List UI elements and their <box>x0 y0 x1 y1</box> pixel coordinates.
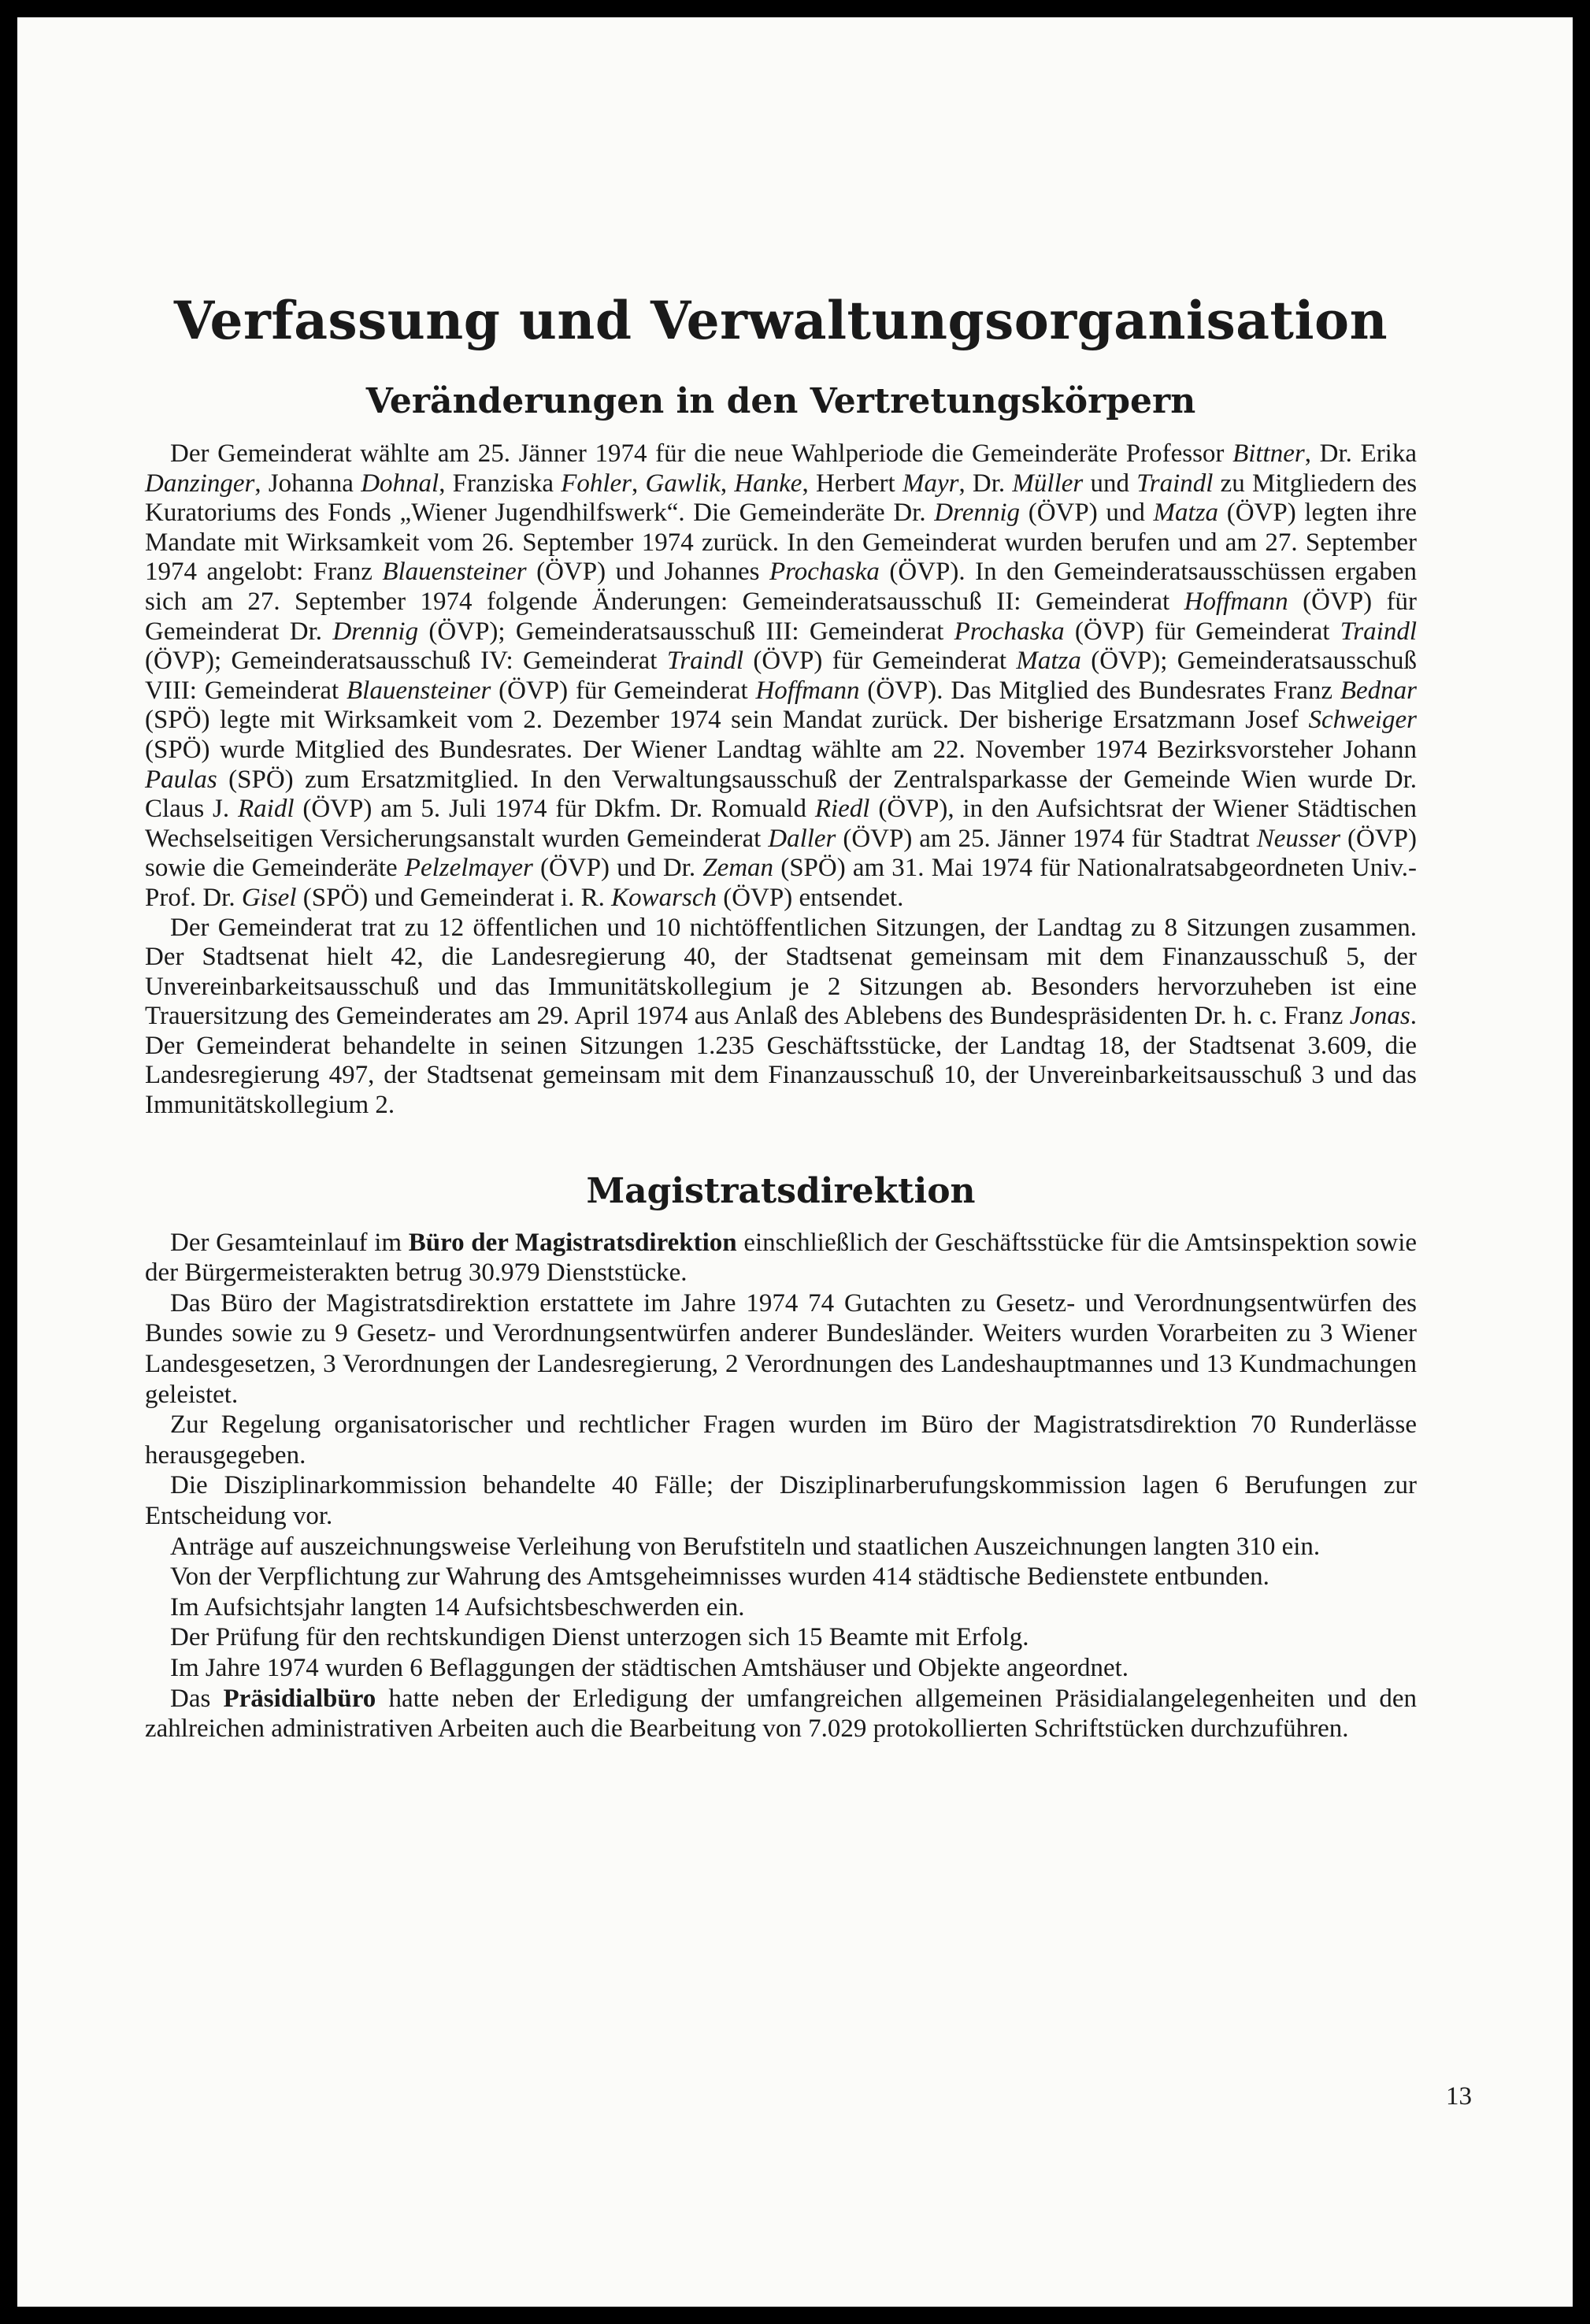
paragraph <box>145 1470 1417 1531</box>
text-run: , Dr. Erika <box>1304 439 1417 468</box>
text-run: , Johanna <box>254 469 361 498</box>
person-name: Schweiger <box>1308 706 1417 735</box>
person-name: Hoffmann <box>755 676 860 705</box>
text-run: und <box>1083 469 1137 498</box>
paragraph <box>145 1684 1417 1744</box>
text-run: (ÖVP), in den Aufsichtsrat der Wiener Städtischen Wechselseitigen Versicherungsanstalt wurden Gemeinderat <box>145 795 1418 853</box>
person-name: Traindl <box>1340 617 1418 646</box>
section-magistratsdirektion <box>145 1168 1417 1744</box>
paragraph <box>145 1288 1417 1410</box>
text-run: , <box>720 469 735 498</box>
text-run: (ÖVP) legten ihre Mandate mit Wirksamkeit vom 26. September 1974 zurück. In den Gemeinderat wurden berufen und am 27. September 1974 angelobt: Franz <box>145 499 1417 587</box>
person-name: Blauensteiner <box>382 558 527 587</box>
paragraph <box>145 439 1417 914</box>
person-name: Dohnal <box>361 469 439 498</box>
person-name: Fohler <box>561 469 632 498</box>
text-run: , <box>632 469 646 498</box>
text-run: Zur Regelung organisatorischer und rechtlicher Fragen wurden im Büro der Magistratsdirektion 70 Runderlässe herausgegeben. <box>145 1410 1417 1470</box>
text-run: (SPÖ) und Gemeinderat i. R. <box>296 883 612 912</box>
person-name: Blauensteiner <box>347 676 491 705</box>
text-run: . Der Gemeinderat behandelte in seinen Sitzungen 1.235 Geschäftsstücke, der Landtag 18, der Stadtsenat 3.609, die Landesregierung 497, der Stadtsenat gemeinsam mit dem Finanzausschuß 10, der Unvereinbarkeitsausschuß 3 und das Immunitätskollegium 2. <box>145 1002 1417 1120</box>
page-number: 13 <box>1446 2082 1472 2111</box>
section-heading: Magistratsdirektion <box>586 1170 976 1211</box>
text-run: (ÖVP); Gemeinderatsausschuß VIII: Gemeinderat <box>145 647 1417 705</box>
text-run: (ÖVP); Gemeinderatsausschuß IV: Gemeinderat <box>145 647 667 676</box>
text-run: Die Disziplinarkommission behandelte 40 Fälle; der Disziplinarberufungskommission lagen 6 Berufungen zur Entscheidung vor. <box>145 1471 1417 1530</box>
text-run: Der Gemeinderat wählte am 25. Jänner 1974 für die neue Wahlperiode die Gemeinderäte Professor <box>170 439 1233 468</box>
text-run: (ÖVP) am 5. Juli 1974 für Dkfm. Dr. Romuald <box>294 795 815 824</box>
person-name: Prochaska <box>954 617 1065 646</box>
text-run: (ÖVP) entsendet. <box>716 883 904 912</box>
text-run: (ÖVP) und Johannes <box>526 558 769 587</box>
text-run: (ÖVP) für Gemeinderat <box>491 676 756 705</box>
person-name: Daller <box>768 824 836 853</box>
text-run: (ÖVP) sowie die Gemeinderäte <box>145 824 1417 883</box>
text-run: Der Prüfung für den rechtskundigen Dienst unterzogen sich 15 Beamte mit Erfolg. <box>170 1623 1029 1652</box>
person-name: Neusser <box>1256 824 1341 853</box>
person-name: Zeman <box>702 854 774 883</box>
person-name: Drennig <box>332 617 419 646</box>
chapter-title: Verfassung und Verwaltungsorganisation <box>173 290 1388 351</box>
text-run: (ÖVP) am 25. Jänner 1974 für Stadtrat <box>836 824 1257 853</box>
text-run: (SPÖ) legte mit Wirksamkeit vom 2. Dezember 1974 sein Mandat zurück. Der bisherige Ersatzmann Josef <box>145 706 1309 735</box>
person-name: Hanke <box>734 469 802 498</box>
person-name: Gisel <box>241 883 297 912</box>
paragraph <box>145 1622 1417 1653</box>
text-run: einschließlich der Geschäftsstücke für die Amtsinspektion sowie der Bürgermeisterakten betrug 30.979 Dienststücke. <box>145 1228 1418 1288</box>
text-run: Im Jahre 1974 wurden 6 Beflaggungen der städtischen Amtshäuser und Objekte angeordnet. <box>170 1653 1129 1682</box>
person-name: Prochaska <box>769 558 880 587</box>
text-run: (ÖVP). Das Mitglied des Bundesrates Franz <box>859 676 1340 705</box>
text-run: (ÖVP) für Gemeinderat Dr. <box>145 587 1418 646</box>
person-name: Bittner <box>1232 439 1305 468</box>
paragraph <box>145 1653 1417 1684</box>
person-name: Pelzelmayer <box>404 854 533 883</box>
text-run: , Dr. <box>958 469 1013 498</box>
person-name: Gawlik <box>645 469 721 498</box>
person-name: Danzinger <box>145 469 255 498</box>
text-run: , Herbert <box>802 469 902 498</box>
text-run: Das Büro der Magistratsdirektion erstattete im Jahre 1974 74 Gutachten zu Gesetz- und Verordnungsentwürfen des Bundes sowie zu 9 Gesetz- und Verordnungsentwürfen anderer Bundesländer. Weiters wurden Vorarbeiten zu 3 Wiener Landesgesetzen, 3 Verordnungen der Landesregierung, 2 Verordnungen des Landeshauptmannes und 13 Kundmachungen geleistet. <box>145 1288 1417 1409</box>
text-run: Der Gemeinderat trat zu 12 öffentlichen und 10 nichtöffentlichen Sitzungen, der Landtag zu 8 Sitzungen zusammen. Der Stadtsenat hielt 42, die Landesregierung 40, der Stadtsenat gemeinsam mit dem Finanzausschuß 5, der Unvereinbarkeitsausschuß und das Immunitätskollegium je 2 Sitzungen ab. Besonders hervorzuheben ist eine Trauersitzung des Gemeinderates am 29. April 1974 aus Anlaß des Ablebens des Bundespräsidenten Dr. h. c. Franz <box>145 913 1417 1031</box>
paragraph <box>145 914 1417 1121</box>
paragraph <box>145 1592 1417 1623</box>
text-run: Von der Verpflichtung zur Wahrung des Amtsgeheimnisses wurden 414 städtische Bedienstete entbunden. <box>170 1562 1269 1592</box>
paragraph <box>145 1228 1417 1288</box>
page <box>17 17 1573 2307</box>
text-run: (ÖVP) für Gemeinderat <box>1064 617 1340 646</box>
person-name: Mayr <box>902 469 959 498</box>
person-name: Riedl <box>814 795 870 824</box>
person-name: Jonas <box>1349 1002 1410 1031</box>
paragraph <box>145 1532 1417 1562</box>
text-run: (ÖVP); Gemeinderatsausschuß III: Gemeinderat <box>418 617 954 646</box>
paragraph <box>145 1410 1417 1470</box>
text-run: hatte neben der Erledigung der umfangreichen allgemeinen Präsidialangelegenheiten und den zahlreichen administrativen Arbeiten auch die Bearbeitung von 7.029 protokollierten Schriftstücken durchzuführen. <box>145 1684 1417 1744</box>
person-name: Traindl <box>1136 469 1214 498</box>
emphasis-term: Präsidialbüro <box>223 1684 376 1713</box>
person-name: Kowarsch <box>611 883 717 912</box>
text-run: (ÖVP) und <box>1020 499 1154 528</box>
text-run: (SPÖ) zum Ersatzmitglied. In den Verwaltungsausschuß der Zentralsparkasse der Gemeinde Wien wurde Dr. Claus J. <box>145 765 1417 824</box>
text-run: zu Mitgliedern des Kuratoriums des Fonds „Wiener Jugendhilfswerk“. Die Gemeinderäte Dr. <box>145 469 1418 528</box>
person-name: Bednar <box>1340 676 1417 705</box>
person-name: Traindl <box>666 647 744 676</box>
person-name: Hoffmann <box>1184 587 1288 616</box>
emphasis-term: Büro der Magistratsdirektion <box>408 1228 737 1257</box>
page-content <box>145 285 1417 1744</box>
paragraph <box>145 1562 1417 1592</box>
person-name: Drennig <box>934 499 1021 528</box>
text-run: Das <box>170 1684 224 1713</box>
person-name: Müller <box>1012 469 1084 498</box>
text-run: (SPÖ) am 31. Mai 1974 für Nationalratsabgeordneten Univ.-Prof. Dr. <box>145 854 1418 912</box>
text-run: Der Gesamteinlauf im <box>170 1228 409 1257</box>
text-run: , Franziska <box>439 469 562 498</box>
person-name: Paulas <box>145 765 217 794</box>
text-run: (ÖVP). In den Gemeinderatsausschüssen ergaben sich am 27. September 1974 folgende Änderungen: Gemeinderatsausschuß II: Gemeinderat <box>145 558 1418 616</box>
person-name: Matza <box>1153 499 1219 528</box>
section-vertretungskoerper <box>145 378 1417 1121</box>
section-heading: Veränderungen in den Vertretungskörpern <box>365 381 1196 421</box>
text-run: (ÖVP) für Gemeinderat <box>743 647 1017 676</box>
text-run: (SPÖ) wurde Mitglied des Bundesrates. Der Wiener Landtag wählte am 22. November 1974 Bezirksvorsteher Johann <box>145 735 1417 764</box>
person-name: Matza <box>1016 647 1081 676</box>
text-run: Anträge auf auszeichnungsweise Verleihung von Berufstiteln und staatlichen Auszeichnungen langten 310 ein. <box>170 1532 1321 1561</box>
text-run: (ÖVP) und Dr. <box>532 854 703 883</box>
person-name: Raidl <box>238 795 295 824</box>
text-run: Im Aufsichtsjahr langten 14 Aufsichtsbeschwerden ein. <box>170 1592 745 1622</box>
